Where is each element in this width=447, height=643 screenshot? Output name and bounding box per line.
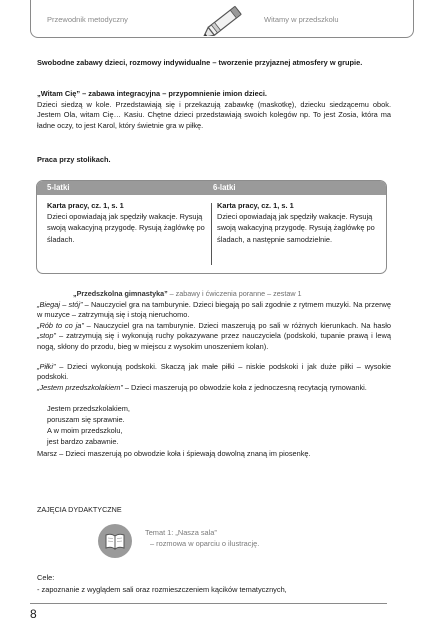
topic-line-2: – rozmowa w oparciu o ilustrację. [150,539,260,548]
book-icon [98,524,132,558]
gym-p3 [37,362,391,383]
col1-content [47,200,209,245]
col1-heading: 5-latki [47,183,70,192]
topic-block [98,524,358,554]
poem-line-2: poruszam się sprawnie. [47,415,125,424]
col2-card: Karta pracy, cz. 1, s. 1 [217,201,294,210]
pen-icon [201,2,253,36]
col2-content [217,200,379,245]
poem-line-3: A w moim przedszkolu, [47,426,123,435]
gym-p1-text: – Nauczyciel gra na tamburynie. Dzieci biegają po sali zgodnie z rytmem muzyki. Na przerwę w muzyce – zatrzymują się i stoją nieruchomo. [37,300,391,320]
header-left-title: Przewodnik metodyczny [47,15,128,24]
gym-p1 [37,300,391,321]
gym-title-rest: – zabawy i ćwiczenia poranne – zestaw 1 [167,289,302,298]
witam-title: „Witam Cię” – zabawa integracyjna – przypomnienie imion dzieci. [37,89,267,98]
gym-title-bold: „Przedszkolna gimnastyka” [73,289,168,298]
marsz-paragraph: Marsz – Dzieci maszerują po obwodzie koła i śpiewają dowolną znaną im piosenkę. [37,449,311,458]
cele-item-1: - zapoznanie z wyglądem sali oraz rozmieszczeniem kącików tematycznych, [37,585,287,594]
cele-label: Cele: [37,573,55,582]
page-number: 8 [30,607,37,621]
poem-line-4: jest bardzo zabawnie. [47,437,119,446]
gym-p4-text: – Dzieci maszerują po obwodzie koła z jednoczesną recytacją rymowanki. [122,383,367,392]
gym-title [73,289,302,298]
gym-p2-stop: „stop” [37,331,56,341]
column-divider [211,203,212,265]
gym-p2 [37,321,391,352]
gym-p2-text2: – zatrzymują się i wykonują ruchy pokazywane przez nauczyciela (podskoki, tupanie prawą i lewą nogą, skłony do przodu, bieg w miejscu z wysokim unoszeniem kolan). [37,331,391,351]
zajecia-heading: ZAJĘCIA DYDAKTYCZNE [37,505,122,514]
poem-line-1: Jestem przedszkolakiem, [47,404,130,413]
col1-card: Karta pracy, cz. 1, s. 1 [47,201,124,210]
topic-line-1: Temat 1: „Nasza sala” [145,528,217,537]
gym-p3-text: – Dzieci wykonują podskoki. Skaczą jak małe piłki – niskie podskoki i jak duże piłki – wysokie podskoki. [37,362,391,382]
gym-p4-name: „Jestem przedszkolakiem” [37,383,123,392]
footer-rule [30,603,387,604]
col2-text: Dzieci opowiadają jak spędziły wakacje. Rysują swoją wakacyjną przygodę. Rysują żaglówkę po śladach, a następnie samodzielnie. [217,212,375,244]
gym-p1-name: „Biegaj – stój” [37,300,83,309]
age-groups-table [36,180,387,274]
gym-p2-text: – Nauczyciel gra na tamburynie. Dzieci maszerują po sali w różnych kierunkach. Na hasło [83,321,391,330]
page-header [30,0,414,38]
gym-p2-name: „Rób to co ja” [37,321,84,330]
praca-title: Praca przy stolikach. [37,155,111,164]
witam-body: Dzieci siedzą w kole. Przedstawiają się i przekazują zabawkę (maskotkę), dziecku siedzącemu obok. Jestem Ola, witam Cię… Kasiu. Chętne dzieci przedstawiają swoich kolegów np. To jest Zosia, która ma ładne oczy, to jest Karol, który świetnie gra w piłkę. [37,100,391,130]
gym-p4 [37,383,391,393]
intro-paragraph: Swobodne zabawy dzieci, rozmowy indywidualne – tworzenie przyjaznej atmosfery w grupie. [37,58,363,67]
col2-heading: 6-latki [213,183,236,192]
header-right-title: Witamy w przedszkolu [264,15,339,24]
gym-p3-name: „Piłki” [37,362,56,371]
table-header-bar [37,181,386,195]
col1-text: Dzieci opowiadają jak spędziły wakacje. Rysują swoją wakacyjną przygodę. Rysują żaglówkę po śladach. [47,212,205,244]
